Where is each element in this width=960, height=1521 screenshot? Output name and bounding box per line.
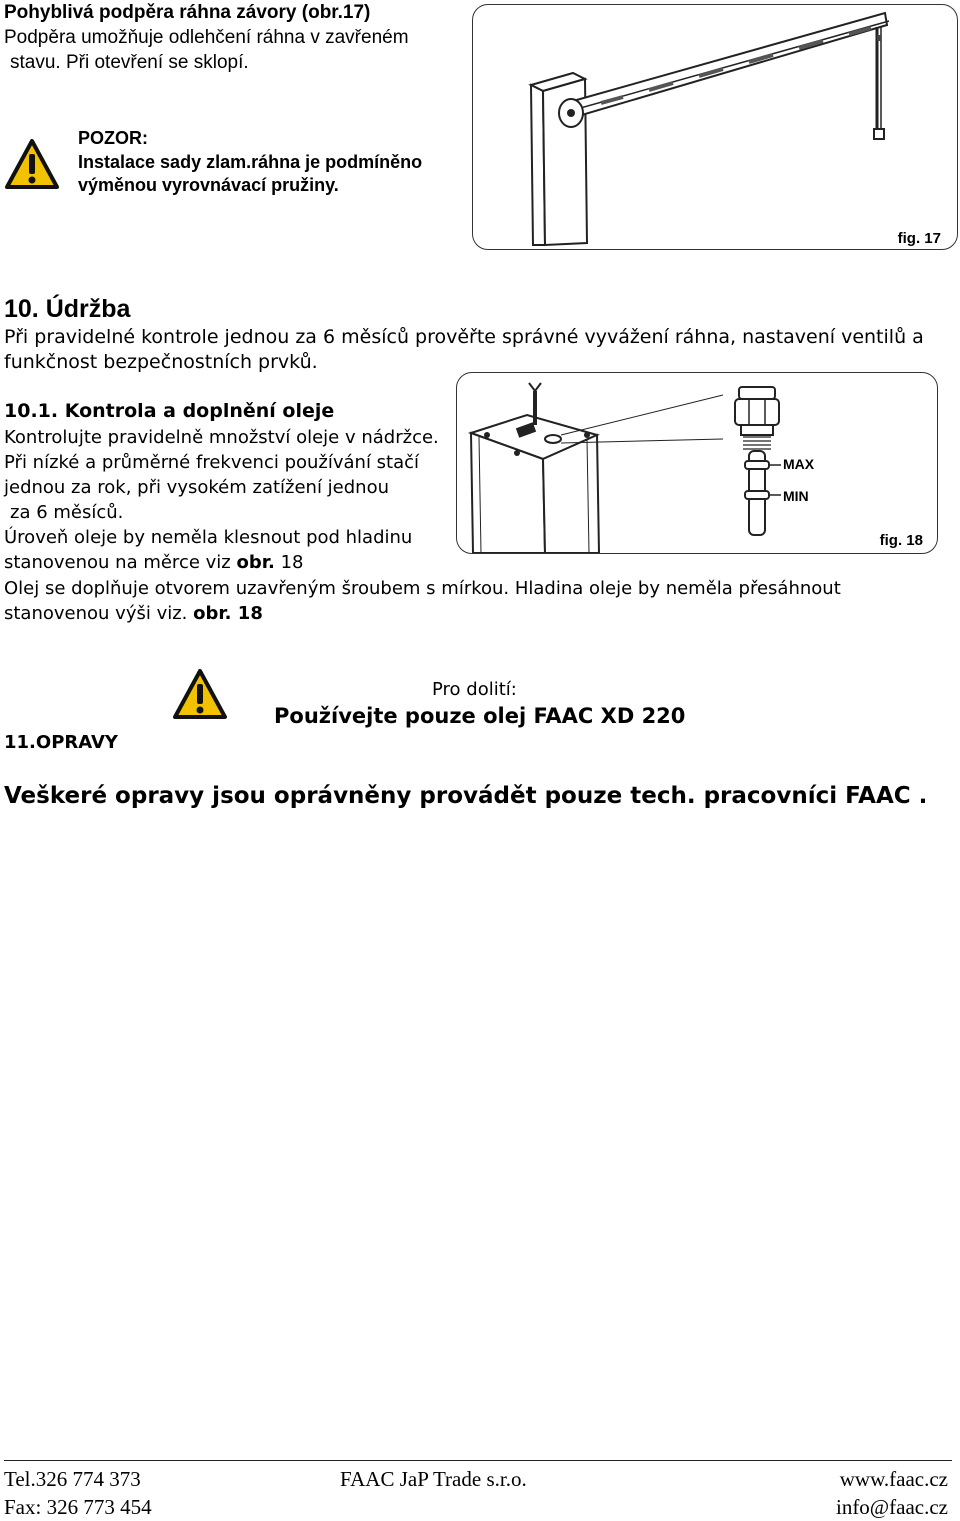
figure-18-label: fig. 18 bbox=[879, 532, 923, 549]
oil-line-6: stanovenou na měrce viz obr. 18 bbox=[4, 552, 304, 573]
footer-phone: Tel.326 774 373 bbox=[4, 1467, 141, 1491]
oil-note-line-2: Používejte pouze olej FAAC XD 220 bbox=[274, 704, 686, 728]
oil-note-line-1: Pro dolití: bbox=[432, 679, 517, 700]
oil-section-title: 10.1. Kontrola a doplnění oleje bbox=[4, 400, 335, 422]
figure-reference: obr. 18 bbox=[193, 603, 263, 624]
support-line-1: Podpěra umožňuje odlehčení ráhna v zavřeném bbox=[4, 27, 409, 48]
repairs-text: Veškeré opravy jsou oprávněny provádět pouze tech. pracovníci FAAC . bbox=[4, 783, 928, 809]
warning-line-1: Instalace sady zlam.ráhna je podmíněno bbox=[78, 152, 423, 172]
oil-line-1: Kontrolujte pravidelně množství oleje v nádržce. bbox=[4, 427, 439, 448]
oil-line-2: Při nízké a průměrné frekvenci používání stačí bbox=[4, 452, 420, 473]
warning-label: POZOR: bbox=[78, 128, 148, 148]
warning-triangle-icon bbox=[4, 138, 60, 190]
footer-fax: Fax: 326 773 454 bbox=[4, 1495, 152, 1519]
footer-divider bbox=[4, 1460, 952, 1461]
oil-line-3: jednou za rok, při vysokém zatížení jednou bbox=[4, 477, 390, 498]
warning-triangle-icon bbox=[172, 668, 228, 720]
footer-email-link[interactable]: info@faac.cz bbox=[835, 1495, 948, 1519]
maintenance-title: 10. Údržba bbox=[4, 295, 131, 323]
maintenance-line-2: funkčnost bezpečnostních prvků. bbox=[4, 351, 318, 373]
repairs-title: 11.OPRAVY bbox=[4, 732, 118, 753]
oil-line-7: Olej se doplňuje otvorem uzavřeným šroubem s mírkou. Hladina oleje by neměla přesáhnout bbox=[4, 578, 841, 599]
support-title: Pohyblivá podpěra ráhna závory (obr.17) bbox=[4, 2, 371, 23]
figure-17-label: fig. 17 bbox=[897, 230, 941, 247]
figure-reference: obr. bbox=[236, 552, 275, 573]
figure-17 bbox=[472, 4, 958, 250]
warning-line-2: výměnou vyrovnávací pružiny. bbox=[78, 175, 339, 195]
maintenance-line-1: Při pravidelné kontrole jednou za 6 měsíců prověřte správné vyvážení ráhna, nastavení ventilů a bbox=[4, 326, 924, 348]
barrier-illustration bbox=[473, 5, 957, 249]
oil-line-8: stanovenou výši viz. obr. 18 bbox=[4, 603, 263, 624]
oil-line-5: Úroveň oleje by neměla klesnout pod hladinu bbox=[4, 527, 413, 548]
footer-web-link[interactable]: www.faac.cz bbox=[839, 1467, 948, 1491]
footer-company: FAAC JaP Trade s.r.o. bbox=[340, 1467, 527, 1491]
min-level-label: MIN bbox=[783, 488, 809, 504]
max-level-label: MAX bbox=[783, 456, 815, 472]
oil-tank-illustration bbox=[457, 373, 937, 553]
oil-line-4: za 6 měsíců. bbox=[10, 502, 124, 523]
figure-18 bbox=[456, 372, 938, 554]
support-line-2: stavu. Při otevření se sklopí. bbox=[10, 52, 249, 73]
